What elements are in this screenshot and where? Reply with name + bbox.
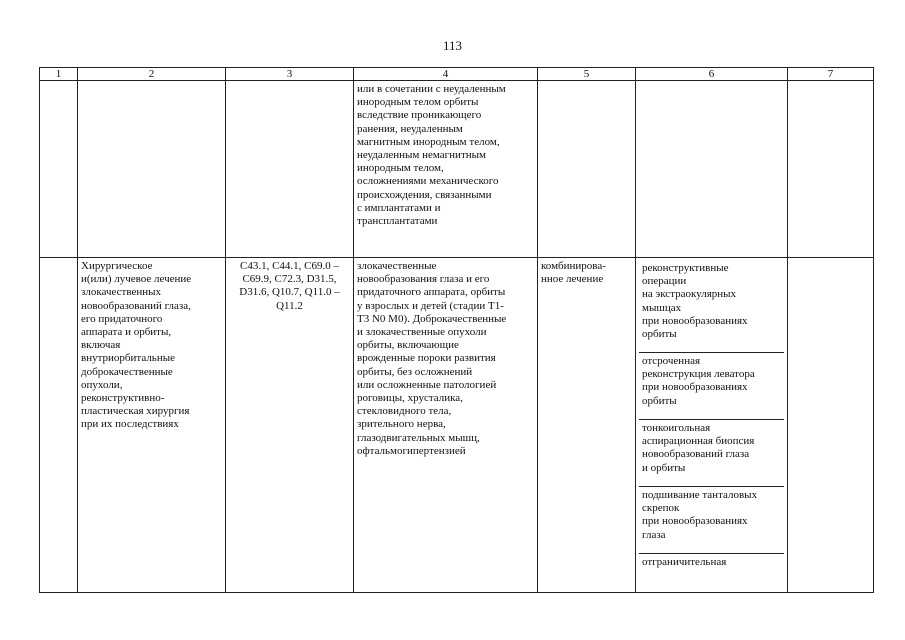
header-cell-3: 3	[226, 68, 354, 81]
method-item: реконструктивные операции на экстраокулярных мышцах при новообразованиях орбиты	[639, 260, 784, 353]
method-item: подшивание танталовых скрепок при новообразованиях глаза	[639, 487, 784, 554]
cell-empty	[538, 81, 636, 258]
header-cell-4: 4	[354, 68, 538, 81]
cell-treatment-name: Хирургическое и(или) лучевое лечение злокачественных новообразований глаза, его придаточного аппарата и орбиты, включая внутриорбитальные доброкачественные опухоли, реконструктивно- пластическая хирургия при их последствиях	[78, 258, 226, 593]
method-item: отсроченная реконструкция леватора при новообразованиях орбиты	[639, 353, 784, 420]
header-cell-1: 1	[40, 68, 78, 81]
cell-empty	[40, 258, 78, 593]
header-cell-7: 7	[788, 68, 874, 81]
cell-treatment-type: комбинирова- нное лечение	[538, 258, 636, 593]
method-item: тонкоигольная аспирационная биопсия новообразований глаза и орбиты	[639, 420, 784, 487]
table-row-main	[40, 258, 874, 593]
cell-methods	[636, 258, 788, 593]
cell-empty	[40, 81, 78, 258]
page-number: 113	[442, 38, 463, 53]
table-row-continued	[40, 81, 874, 258]
cell-icd-codes: C43.1, C44.1, C69.0 – C69.9, C72.3, D31.5, D31.6, Q10.7, Q11.0 – Q11.2	[226, 258, 354, 593]
cell-empty	[78, 81, 226, 258]
cell-empty	[788, 81, 874, 258]
procedures-table	[39, 67, 874, 593]
cell-empty	[636, 81, 788, 258]
cell-diagnosis-continued: или в сочетании с неудаленным инородным телом орбиты вследствие проникающего ранения, неудаленным магнитным инородным телом, неудаленным немагнитным инородным телом, осложнениями механического происхождения, связанными с имплантатами и трансплантатами	[354, 81, 538, 258]
header-row	[40, 68, 874, 81]
header-cell-5: 5	[538, 68, 636, 81]
cell-empty	[788, 258, 874, 593]
header-cell-2: 2	[78, 68, 226, 81]
cell-diagnosis: злокачественные новообразования глаза и его придаточного аппарата, орбиты у взрослых и детей (стадии T1- T3 N0 M0). Доброкачественные и злокачественные опухоли орбиты, включающие врожденные пороки развития орбиты, без осложнений или осложненные патологией роговицы, хрусталика, стекловидного тела, зрительного нерва, глазодвигательных мышц, офтальмогипертензией	[354, 258, 538, 593]
cell-empty	[226, 81, 354, 258]
header-cell-6: 6	[636, 68, 788, 81]
method-item: отграничительная	[642, 556, 727, 568]
